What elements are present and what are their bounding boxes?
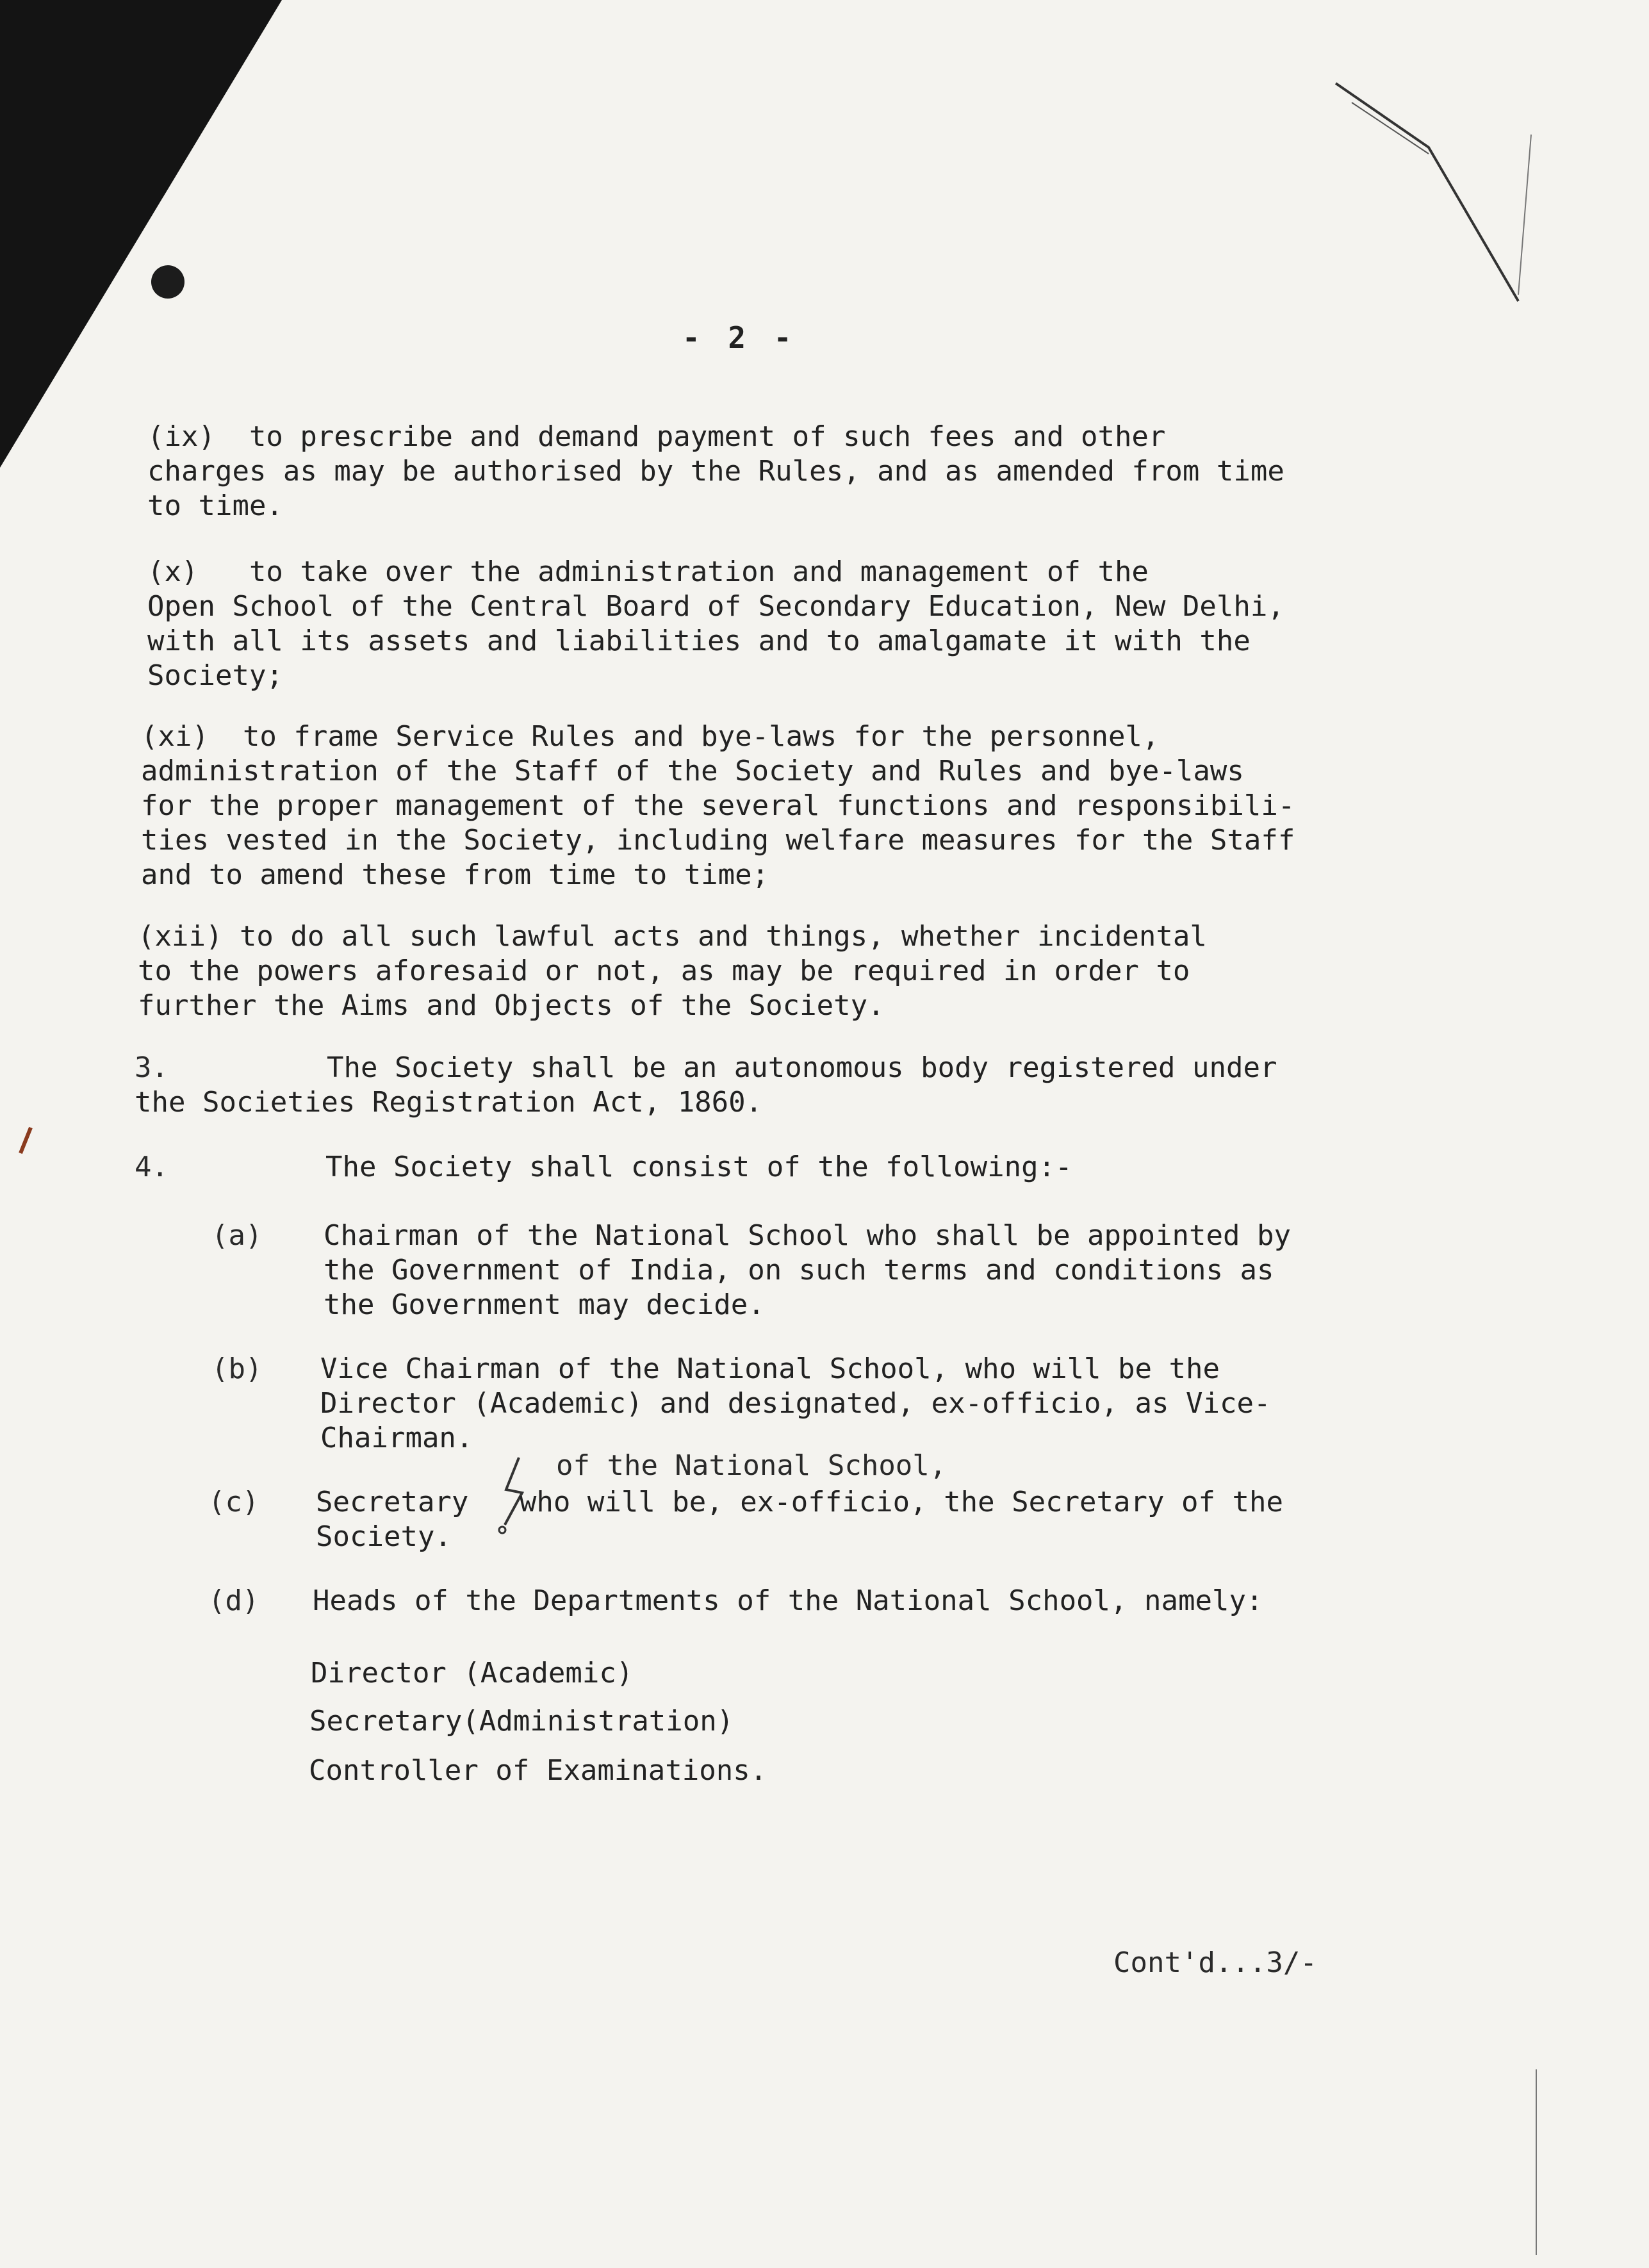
department-controller: Controller of Examinations. <box>309 1754 767 1787</box>
page-number: - 2 - <box>682 320 797 355</box>
clause-xii: (xii) to do all such lawful acts and things, whether incidental to the powers aforesaid or not, as may be required in order to further the Aims and Objects of the Society. <box>138 920 1207 1022</box>
department-secretary: Secretary(Administration) <box>309 1705 734 1738</box>
item-d-text: Heads of the Departments of the National School, namely: <box>313 1584 1263 1617</box>
continuation-note: Cont'd...3/- <box>1113 1946 1317 1979</box>
para-3-text: The Society shall be an autonomous body registered under the Societies Registration Act, 1860. <box>135 1051 1277 1119</box>
para-4-number: 4. <box>135 1151 168 1183</box>
item-b-text: Vice Chairman of the National School, who will be the Director (Academic) and designated, ex-officio, as Vice- Chairman. <box>320 1352 1271 1454</box>
item-c-label: (c) <box>208 1486 259 1518</box>
clause-xi: (xi) to frame Service Rules and bye-laws for the personnel, administration of the Staff of the Society and Rules and bye-laws for the proper management of the several functions and responsibili- ties vested in the Society, including welfare measures for the Staff and to amend these from time to time; <box>141 720 1295 891</box>
para-3-number: 3. <box>135 1051 168 1084</box>
clause-x: (x) to take over the administration and management of the Open School of the Central Board of Secondary Education, New Delhi, with all its assets and liabilities and to amalgamate it with the Society; <box>147 555 1284 692</box>
clause-ix: (ix) to prescribe and demand payment of such fees and other charges as may be authorised by the Rules, and as amended from time to time. <box>147 420 1284 522</box>
item-a-label: (a) <box>211 1219 263 1252</box>
item-d-label: (d) <box>208 1584 259 1617</box>
item-b-label: (b) <box>211 1352 263 1385</box>
para-4-intro: The Society shall consist of the following:- <box>325 1151 1072 1183</box>
item-c-insertion: of the National School, <box>556 1449 947 1482</box>
item-a-text: Chairman of the National School who shall be appointed by the Government of India, on such terms and conditions as the Government may decide. <box>324 1219 1291 1321</box>
item-c-text: Secretary who will be, ex-officio, the Secretary of the Society. <box>316 1486 1283 1553</box>
department-director: Director (Academic) <box>311 1657 634 1689</box>
